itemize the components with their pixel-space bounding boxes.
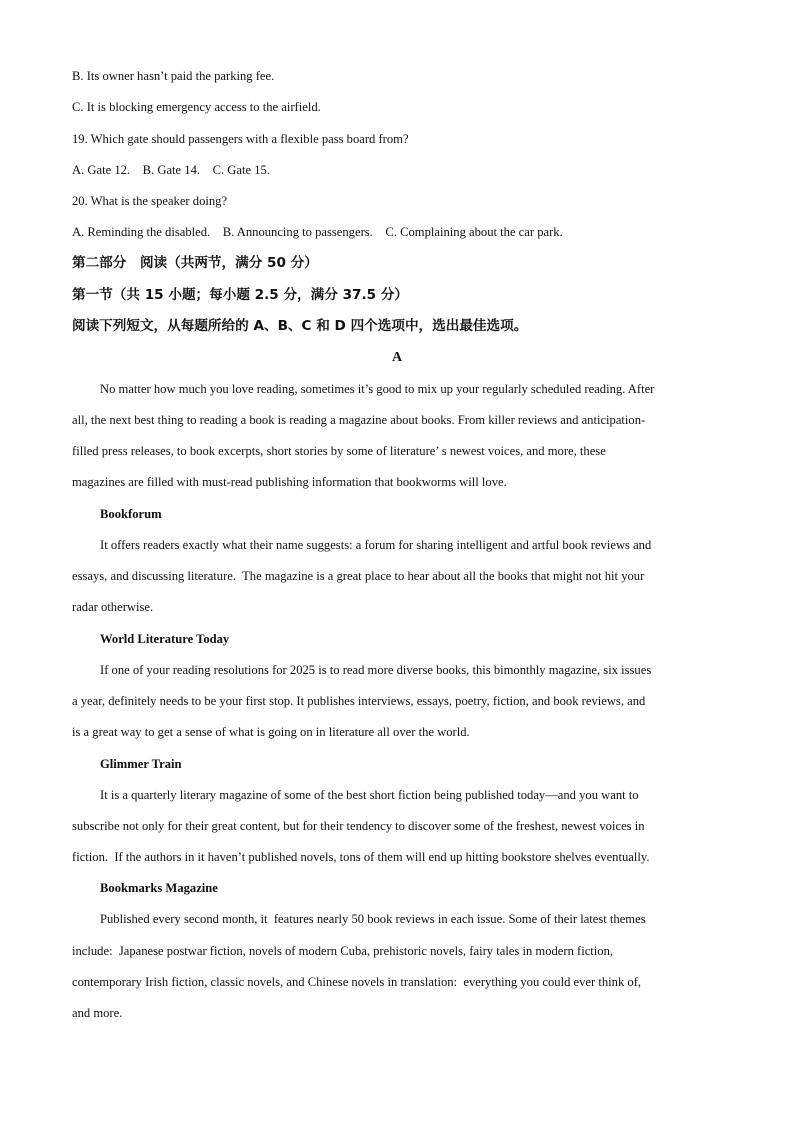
bookmarks-heading: Bookmarks Magazine: [100, 881, 218, 895]
bookforum-line: radar otherwise.: [72, 600, 154, 614]
part-title: 第二部分 阅读（共两节，满分 50 分）: [72, 255, 318, 271]
reading-instruction: 阅读下列短文，从每题所给的 A、B、C 和 D 四个选项中，选出最佳选项。: [72, 318, 528, 334]
bookforum-line: essays, and discussing literature. The magazine is a great place to hear about all the books that might not hit your: [72, 569, 645, 583]
question-19: 19. Which gate should passengers with a flexible pass board from?: [72, 132, 409, 146]
passage-label: A: [391, 350, 403, 365]
intro-line: No matter how much you love reading, sometimes it’s good to mix up your regularly scheduled reading. After: [100, 382, 655, 396]
q18-option-c: C. It is blocking emergency access to the airfield.: [72, 100, 321, 114]
bookmarks-line: and more.: [72, 1006, 123, 1020]
intro-line: all, the next best thing to reading a book is reading a magazine about books. From killer reviews and anticipation-: [72, 413, 646, 427]
wlt-line: is a great way to get a sense of what is going on in literature all over the world.: [72, 725, 470, 739]
question-19-options: A. Gate 12. B. Gate 14. C. Gate 15.: [72, 163, 270, 177]
section-title: 第一节（共 15 小题；每小题 2.5 分，满分 37.5 分）: [72, 287, 409, 303]
glimmer-line: fiction. If the authors in it haven’t published novels, tons of them will end up hitting bookstore shelves eventually.: [72, 850, 650, 864]
bookmarks-line: include: Japanese postwar fiction, novels of modern Cuba, prehistoric novels, fairy tales in modern fiction,: [72, 944, 614, 958]
bookforum-line: It offers readers exactly what their name suggests: a forum for sharing intelligent and artful book reviews and: [100, 538, 652, 552]
wlt-line: If one of your reading resolutions for 2025 is to read more diverse books, this bimonthly magazine, six issues: [100, 663, 652, 677]
question-20-options: A. Reminding the disabled. B. Announcing to passengers. C. Complaining about the car park.: [72, 225, 563, 239]
bookforum-heading: Bookforum: [100, 507, 162, 521]
glimmer-line: subscribe not only for their great content, but for their tendency to discover some of the freshest, newest voices in: [72, 819, 645, 833]
bookmarks-line: Published every second month, it features nearly 50 book reviews in each issue. Some of their latest themes: [100, 912, 646, 926]
question-20: 20. What is the speaker doing?: [72, 194, 228, 208]
glimmer-heading: Glimmer Train: [100, 757, 182, 771]
intro-line: filled press releases, to book excerpts, short stories by some of literature’ s newest voices, and more, these: [72, 444, 606, 458]
wlt-line: a year, definitely needs to be your first stop. It publishes interviews, essays, poetry, fiction, and book reviews, and: [72, 694, 646, 708]
bookmarks-line: contemporary Irish fiction, classic novels, and Chinese novels in translation: everything you could ever think of,: [72, 975, 642, 989]
wlt-heading: World Literature Today: [100, 632, 230, 646]
intro-line: magazines are filled with must-read publishing information that bookworms will love.: [72, 475, 507, 489]
glimmer-line: It is a quarterly literary magazine of some of the best short fiction being published today—and you want to: [100, 788, 639, 802]
q18-option-b: B. Its owner hasn’t paid the parking fee.: [72, 69, 275, 83]
